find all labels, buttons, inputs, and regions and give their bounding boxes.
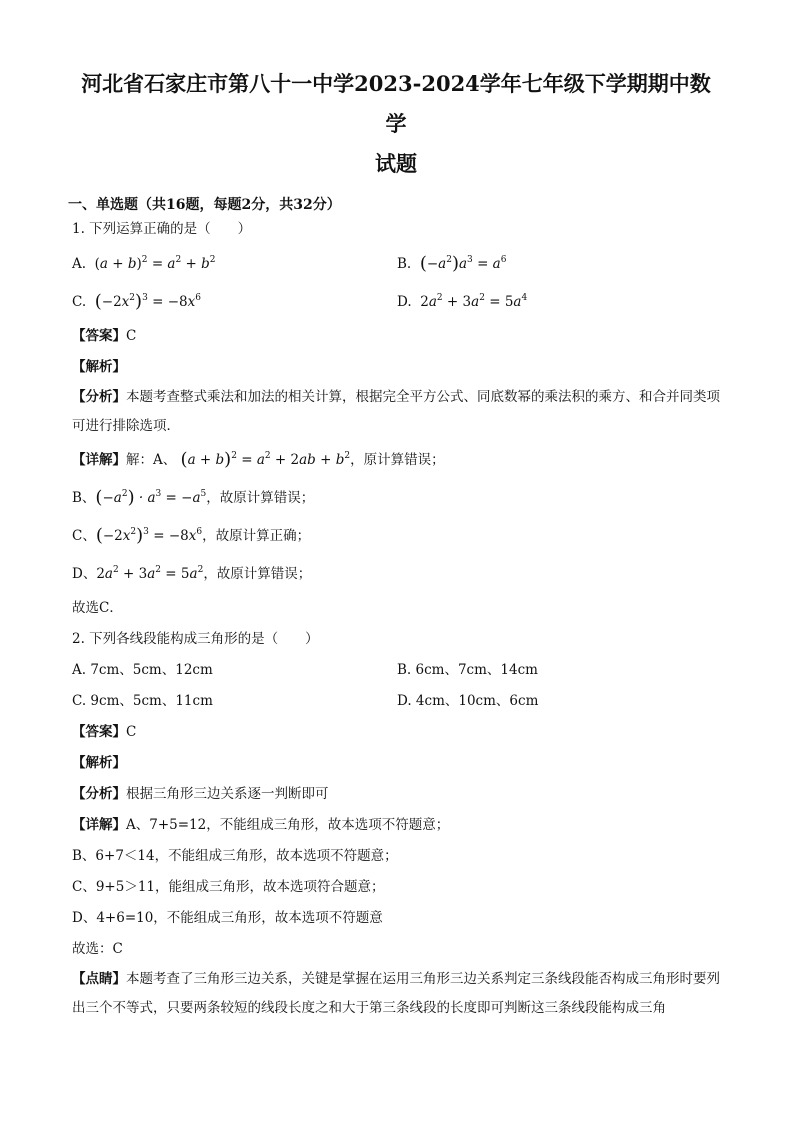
q1-jiexi-heading: 【解析】 [72, 359, 126, 375]
q1-option-c-formula: $(-2x^2)^3 = -8x^6$ [94, 291, 201, 312]
q2-choose: 故选：C [72, 941, 123, 957]
q1-option-a-formula: $(a + b)^2 = a^2 + b^2$ [94, 255, 216, 272]
q1-detail-d-formula: $2a^2 + 3a^2 = 5a^2$ [96, 565, 204, 582]
q1-option-d-formula: $2a^2 + 3a^2 = 5a^4$ [420, 293, 528, 310]
section-heading: 一、单选题（共16题，每题2分，共32分） [68, 197, 341, 213]
q1-option-c: C. $(-2x^2)^3 = -8x^6$ [72, 291, 201, 312]
q1-fenxi: 【分析】本题考查整式乘法和加法的相关计算，根据完全平方公式、同底数幂的乘法积的乘方、和合并同类项可进行排除选项． [72, 389, 720, 434]
q2-options-row-2 [72, 686, 720, 717]
q1-option-d: D. $2a^2 + 3a^2 = 5a^4$ [397, 293, 528, 310]
q1-choose: 故选C． [72, 600, 123, 616]
q2-option-d: D. 4cm、10cm、6cm [397, 693, 539, 709]
q2-options-row-1 [72, 655, 720, 686]
q2-detail-a: 【详解】A、7+5=12，不能组成三角形，故本选项不符题意； [72, 817, 450, 833]
page-title [72, 64, 720, 184]
q1-stem: 1. 下列运算正确的是（ ） [72, 221, 252, 237]
q1-option-b: B. $(-a^2)a^3 = a^6$ [397, 253, 507, 274]
q1-options-row-2 [72, 283, 720, 321]
q1-detail-b: B、$(-a^2) \cdot a^3 = -a^5$，故原计算错误； [72, 487, 315, 508]
q2-option-c: C. 9cm、5cm、11cm [72, 693, 213, 709]
q1-option-a: A. $(a + b)^2 = a^2 + b^2$ [72, 255, 216, 272]
q2-option-b: B. 6cm、7cm、14cm [397, 662, 538, 678]
q2-fenxi: 【分析】根据三角形三边关系逐一判断即可 [72, 786, 329, 802]
q2-option-a: A. 7cm、5cm、12cm [72, 662, 213, 678]
q1-detail-a: 【详解】解：A、 $(a + b)^2 = a^2 + 2ab + b^2$，原计算错误； [72, 449, 445, 470]
q2-stem: 2. 下列各线段能构成三角形的是（ ） [72, 631, 319, 647]
q2-dianjing: 【点睛】本题考查了三角形三边关系，关键是掌握在运用三角形三边关系判定三条线段能否构成三角形时要列出三个不等式，只要两条较短的线段长度之和大于第三条线段的长度即可判断这三条线段能构成三角 [72, 971, 720, 1016]
q1-answer: 【答案】C [72, 328, 137, 344]
q1-options-row-1 [72, 245, 720, 283]
q2-detail-b: B、6+7＜14，不能组成三角形，故本选项不符题意； [72, 848, 398, 864]
q1-detail-b-formula: $(-a^2) \cdot a^3 = -a^5$ [95, 487, 207, 508]
q2-detail-d: D、4+6=10，不能组成三角形，故本选项不符题意 [72, 910, 383, 926]
q1-detail-c-formula: $(-2x^2)^3 = -8x^6$ [95, 525, 203, 546]
q2-jiexi-heading: 【解析】 [72, 755, 126, 771]
title-line-1: 河北省石家庄市第八十一中学2023-2024学年七年级下学期期中数学 [81, 71, 711, 136]
q1-detail-d: D、$2a^2 + 3a^2 = 5a^2$，故原计算错误； [72, 565, 312, 582]
title-line-2: 试题 [375, 151, 417, 176]
q2-detail-c: C、9+5＞11，能组成三角形，故本选项符合题意； [72, 879, 385, 895]
q1-detail-c: C、$(-2x^2)^3 = -8x^6$，故原计算正确； [72, 525, 311, 546]
q1-detail-a-formula: $(a + b)^2 = a^2 + 2ab + b^2$ [180, 449, 351, 470]
q1-option-b-formula: $(-a^2)a^3 = a^6$ [419, 253, 507, 274]
q2-answer: 【答案】C [72, 724, 137, 740]
